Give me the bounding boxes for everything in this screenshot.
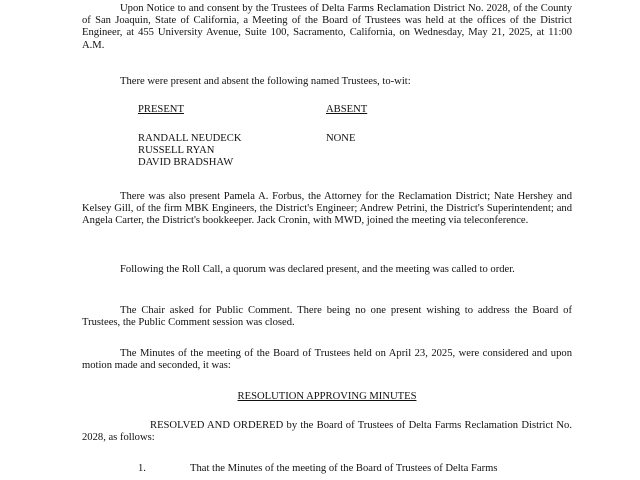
present-names-list bbox=[138, 133, 241, 170]
present-heading: PRESENT bbox=[138, 104, 184, 115]
item-text: That the Minutes of the meeting of the Board of Trustees of Delta Farms bbox=[190, 463, 498, 474]
public-comment-paragraph: The Chair asked for Public Comment. There being no one present wishing to address the Board of Trustees, the Public Comment session was closed. bbox=[82, 305, 572, 329]
present-name: DAVID BRADSHAW bbox=[138, 157, 234, 169]
present-name: RANDALL NEUDECK bbox=[138, 133, 242, 144]
resolved-paragraph: RESOLVED AND ORDERED by the Board of Trustees of Delta Farms Reclamation District No. 2028, as follows: bbox=[82, 420, 572, 444]
absent-value: NONE bbox=[326, 133, 356, 144]
minutes-paragraph: The Minutes of the meeting of the Board of Trustees held on April 23, 2025, were considered and upon motion made and seconded, it was: bbox=[82, 348, 572, 372]
attendance-intro: There were present and absent the following named Trustees, to-wit: bbox=[120, 76, 411, 87]
also-present-paragraph: There was also present Pamela A. Forbus, the Attorney for the Reclamation District; Nate Hershey and Kelsey Gill, of the firm MBK Engineers, the District's Engineer; Andrew Petrini, the District's Superintendent; and Angela Carter, the District's bookkeeper. Jack Cronin, with MWD, joined the meeting via teleconference. bbox=[82, 191, 572, 227]
resolution-heading: RESOLUTION APPROVING MINUTES bbox=[237, 391, 417, 402]
absent-heading: ABSENT bbox=[326, 104, 368, 115]
present-name: RUSSELL RYAN bbox=[138, 145, 215, 157]
intro-paragraph: Upon Notice to and consent by the Trustees of Delta Farms Reclamation District No. 2028, of the County of San Joaquin, State of California, a Meeting of the Board of Trustees was held at the offices of the District Engineer, at 455 University Avenue, Suite 100, Sacramento, California, on Wednesday, May 21, 2025, at 11:00 A.M. bbox=[82, 3, 572, 51]
roll-call-paragraph: Following the Roll Call, a quorum was declared present, and the meeting was called to order. bbox=[120, 264, 515, 275]
item-number: 1. bbox=[138, 463, 146, 474]
